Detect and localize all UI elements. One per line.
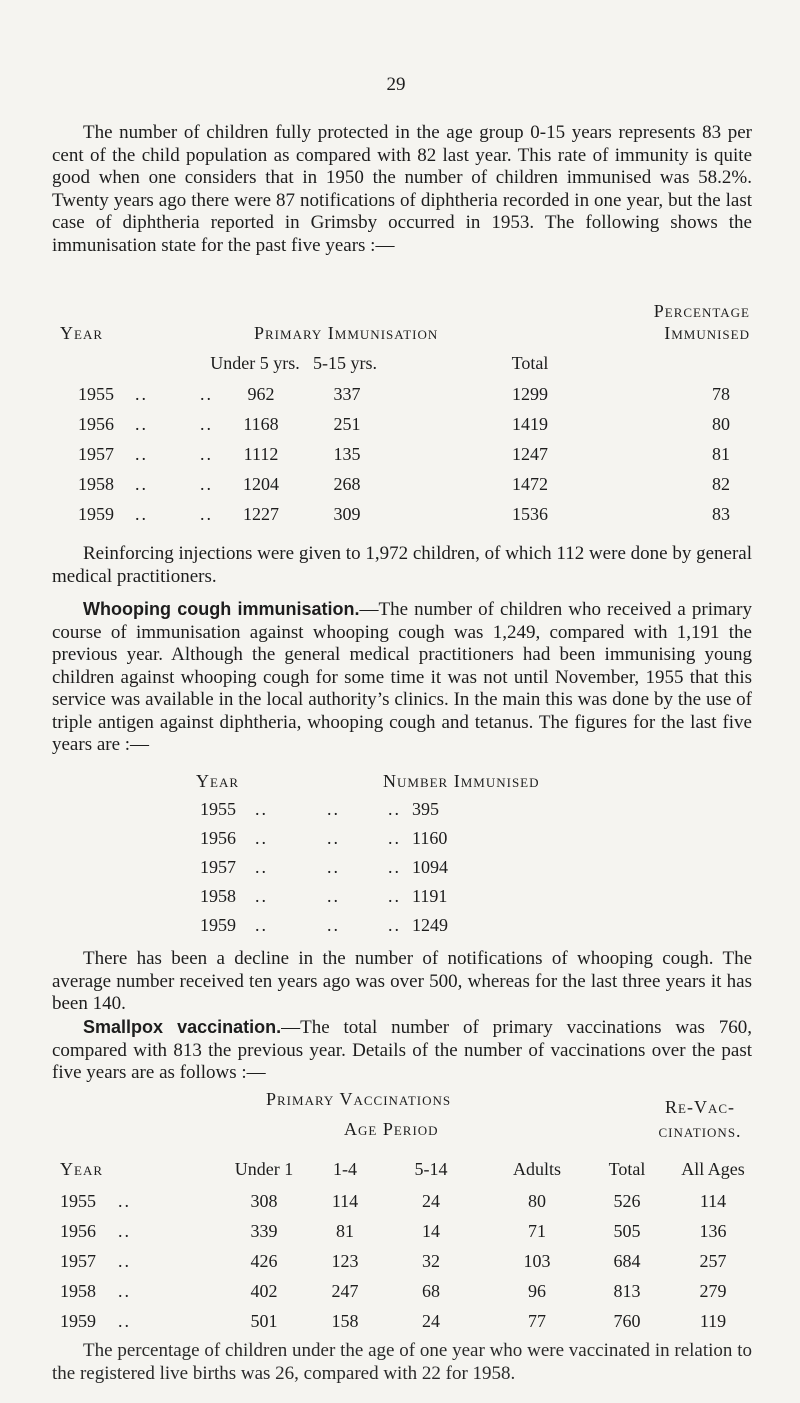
t3-cell-year: 1957 xyxy=(60,1251,96,1271)
paragraph-vaccination-percentage: The percentage of children under the age of one year who were vaccinated in relation to the registered live births was 26, compared with 22 for 1958. xyxy=(52,1340,752,1384)
t1-header-year: Year xyxy=(60,323,103,343)
leader-dots: .. xyxy=(255,915,268,935)
t1-sub-under5: Under 5 yrs. xyxy=(210,353,300,373)
t1-cell-pct: 81 xyxy=(712,444,730,464)
t1-cell-pct: 78 xyxy=(712,384,730,404)
t1-cell-pct: 83 xyxy=(712,504,730,524)
leader-dots: .. xyxy=(135,384,148,404)
t3-cell-under1: 402 xyxy=(250,1281,278,1301)
t2-cell-number: 1094 xyxy=(412,857,448,877)
t3-cell-total: 526 xyxy=(613,1191,641,1211)
t1-cell-pct: 80 xyxy=(712,414,730,434)
t3-header-age-period: Age Period xyxy=(344,1119,439,1139)
leader-dots: .. xyxy=(135,414,148,434)
leader-dots: .. xyxy=(327,915,340,935)
paragraph-smallpox xyxy=(52,1016,752,1085)
leader-dots: .. xyxy=(200,414,213,434)
leader-dots: .. xyxy=(118,1221,131,1241)
t3-cell-under1: 426 xyxy=(250,1251,278,1271)
t1-cell-pct: 82 xyxy=(712,474,730,494)
t3-header-revac-2: cinations. xyxy=(658,1121,742,1141)
leader-dots: .. xyxy=(118,1251,131,1271)
t3-cell-under1: 501 xyxy=(250,1311,278,1331)
t1-cell-5-15: 337 xyxy=(333,384,361,404)
t2-cell-number: 1160 xyxy=(412,828,448,848)
t1-cell-year: 1958 xyxy=(78,474,114,494)
t1-cell-5-15: 309 xyxy=(333,504,361,524)
t2-cell-year: 1958 xyxy=(200,886,236,906)
t2-cell-number: 1249 xyxy=(412,915,448,935)
paragraph-whooping-decline: There has been a decline in the number of notifications of whooping cough. The average number received ten years ago was over 500, whereas for the last three years it has been 140. xyxy=(52,948,752,1014)
leader-dots: .. xyxy=(327,886,340,906)
t1-header-percentage: Percentage xyxy=(653,301,750,321)
heading-whooping-cough: Whooping cough immunisation. xyxy=(83,599,360,619)
leader-dots: .. xyxy=(255,799,268,819)
t1-cell-under5: 1112 xyxy=(243,444,279,464)
t3-col-5-14: 5-14 xyxy=(414,1159,448,1179)
t3-cell-adults: 103 xyxy=(523,1251,551,1271)
paragraph-whooping-cough xyxy=(52,598,752,757)
t2-cell-year: 1956 xyxy=(200,828,236,848)
t3-cell-all-ages: 114 xyxy=(699,1191,727,1211)
t3-col-total: Total xyxy=(608,1159,646,1179)
leader-dots: .. xyxy=(327,828,340,848)
leader-dots: .. xyxy=(388,828,401,848)
t1-header-primary: Primary Immunisation xyxy=(254,323,439,343)
t3-cell-5-14: 32 xyxy=(422,1251,440,1271)
t2-cell-number: 1191 xyxy=(412,886,448,906)
t3-cell-all-ages: 279 xyxy=(699,1281,727,1301)
t3-header-primary: Primary Vaccinations xyxy=(266,1089,452,1109)
t3-cell-5-14: 24 xyxy=(422,1191,440,1211)
t3-cell-all-ages: 119 xyxy=(699,1311,727,1331)
t3-cell-adults: 77 xyxy=(528,1311,546,1331)
t1-sub-5-15: 5-15 yrs. xyxy=(313,353,377,373)
t1-cell-5-15: 251 xyxy=(333,414,361,434)
t3-header-revac-1: Re-Vac- xyxy=(665,1097,735,1117)
t2-cell-number: 395 xyxy=(412,799,439,819)
t2-cell-year: 1955 xyxy=(200,799,236,819)
t2-header-number: Number Immunised xyxy=(383,771,540,791)
t3-cell-5-14: 68 xyxy=(422,1281,440,1301)
paragraph-diphtheria-intro: The number of children fully protected in the age group 0-15 years represents 83 per cent of the child population as compared with 82 last year. This rate of immunity is quite good when one considers that in 1950 the number of children immunised was 58.2%. Twenty years ago there were 87 notifications of diphtheria recorded in one year, but the last case of diphtheria reported in Grimsby occurred in 1953. The following shows the immunisation state for the past five years :— xyxy=(52,122,752,256)
leader-dots: .. xyxy=(118,1311,131,1331)
t3-col-under1: Under 1 xyxy=(234,1159,294,1179)
whooping-cough-text: —The number of children who received a primary course of immunisation against whooping cough was 1,249, compared with 1,191 the previous year. Although the general medical practitioners had been immunising young children against whooping cough for some time it was not until November, 1955 that this service was available in the local authority’s clinics. In the main this was done by the use of triple antigen against diphtheria, whooping cough and tetanus. The figures for the last five years are :— xyxy=(52,599,753,755)
t3-cell-year: 1955 xyxy=(60,1191,96,1211)
t3-col-all-ages: All Ages xyxy=(681,1159,745,1179)
leader-dots: .. xyxy=(200,474,213,494)
leader-dots: .. xyxy=(135,444,148,464)
leader-dots: .. xyxy=(255,886,268,906)
smallpox-text: —The total number of primary vaccinations was 760, compared with 813 the previous year. Details of the number of vaccinations over the past five years are as follows :— xyxy=(52,1017,752,1083)
t1-cell-under5: 1168 xyxy=(243,414,279,434)
leader-dots: .. xyxy=(327,799,340,819)
t1-cell-year: 1957 xyxy=(78,444,114,464)
t2-cell-year: 1957 xyxy=(200,857,236,877)
leader-dots: .. xyxy=(255,828,268,848)
leader-dots: .. xyxy=(388,799,401,819)
t3-cell-5-14: 24 xyxy=(422,1311,440,1331)
leader-dots: .. xyxy=(327,857,340,877)
t3-cell-5-14: 14 xyxy=(422,1221,440,1241)
t3-col-year: Year xyxy=(60,1159,103,1179)
t3-cell-1-4: 123 xyxy=(331,1251,359,1271)
t1-sub-total: Total xyxy=(511,353,549,373)
t1-cell-total: 1247 xyxy=(512,444,548,464)
t1-cell-5-15: 268 xyxy=(333,474,361,494)
t3-cell-1-4: 247 xyxy=(331,1281,359,1301)
page-number: 29 xyxy=(386,74,406,95)
t1-cell-year: 1956 xyxy=(78,414,114,434)
t1-cell-5-15: 135 xyxy=(333,444,361,464)
paragraph-reinforcing: Reinforcing injections were given to 1,972 children, of which 112 were done by general medical practitioners. xyxy=(52,543,752,587)
t1-cell-year: 1959 xyxy=(78,504,114,524)
t3-cell-total: 505 xyxy=(613,1221,641,1241)
t1-cell-under5: 1204 xyxy=(243,474,279,494)
leader-dots: .. xyxy=(200,444,213,464)
t1-cell-total: 1536 xyxy=(512,504,548,524)
t3-cell-adults: 96 xyxy=(528,1281,546,1301)
t3-cell-1-4: 114 xyxy=(331,1191,359,1211)
leader-dots: .. xyxy=(200,504,213,524)
t3-cell-1-4: 81 xyxy=(336,1221,354,1241)
t3-cell-year: 1958 xyxy=(60,1281,96,1301)
t3-col-adults: Adults xyxy=(512,1159,561,1179)
t3-cell-total: 684 xyxy=(613,1251,641,1271)
t3-cell-year: 1959 xyxy=(60,1311,96,1331)
t3-cell-adults: 80 xyxy=(528,1191,546,1211)
leader-dots: .. xyxy=(118,1191,131,1211)
t2-cell-year: 1959 xyxy=(200,915,236,935)
leader-dots: .. xyxy=(388,857,401,877)
t3-cell-adults: 71 xyxy=(528,1221,546,1241)
t1-cell-total: 1419 xyxy=(512,414,548,434)
leader-dots: .. xyxy=(200,384,213,404)
t2-header-year: Year xyxy=(196,771,239,791)
t3-cell-all-ages: 136 xyxy=(699,1221,727,1241)
t3-cell-total: 813 xyxy=(613,1281,641,1301)
leader-dots: .. xyxy=(255,857,268,877)
t1-cell-year: 1955 xyxy=(78,384,114,404)
t3-cell-under1: 339 xyxy=(250,1221,278,1241)
leader-dots: .. xyxy=(135,504,148,524)
t3-cell-under1: 308 xyxy=(250,1191,278,1211)
t3-cell-year: 1956 xyxy=(60,1221,96,1241)
t1-cell-under5: 1227 xyxy=(243,504,279,524)
t1-cell-total: 1472 xyxy=(512,474,548,494)
leader-dots: .. xyxy=(388,886,401,906)
t1-cell-total: 1299 xyxy=(512,384,548,404)
t3-cell-1-4: 158 xyxy=(331,1311,359,1331)
t3-col-1-4: 1-4 xyxy=(333,1159,357,1179)
heading-smallpox: Smallpox vaccination. xyxy=(83,1017,282,1037)
t3-cell-all-ages: 257 xyxy=(699,1251,727,1271)
t1-header-immunised: Immunised xyxy=(664,323,750,343)
leader-dots: .. xyxy=(388,915,401,935)
leader-dots: .. xyxy=(135,474,148,494)
t3-cell-total: 760 xyxy=(613,1311,641,1331)
t1-cell-under5: 962 xyxy=(247,384,275,404)
leader-dots: .. xyxy=(118,1281,131,1301)
